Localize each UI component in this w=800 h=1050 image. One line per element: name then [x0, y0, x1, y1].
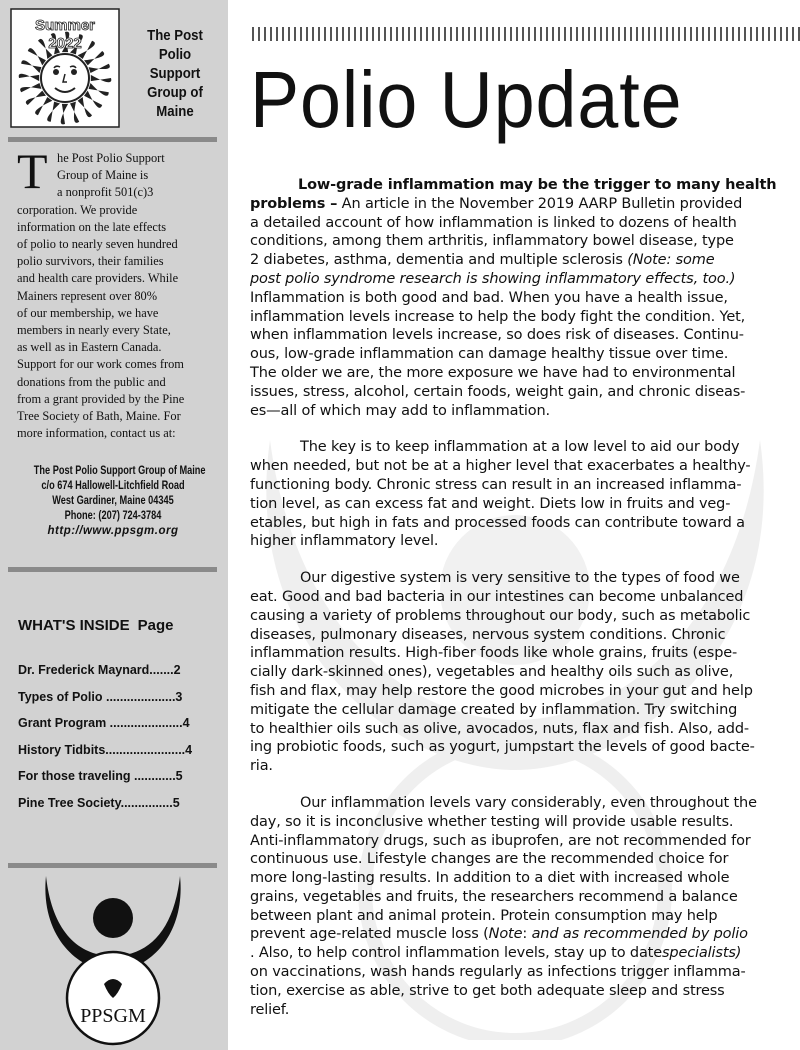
rule-tick	[462, 27, 464, 41]
rule-tick	[600, 27, 602, 41]
about-line: a nonprofit 501(c)3	[57, 185, 154, 200]
rule-tick	[534, 27, 536, 41]
rule-tick	[666, 27, 668, 41]
article-line	[250, 326, 798, 345]
text-run: inflammation levels increase to help the body fight the condition. Yet,	[250, 308, 746, 325]
org-title-line: Group of	[147, 84, 203, 101]
text-run: relief.	[250, 1001, 290, 1018]
rule-tick	[378, 27, 380, 41]
rule-tick	[456, 27, 458, 41]
toc-item[interactable]: Types of Polio ....................3	[18, 689, 183, 704]
text-run: a detailed account of how inflammation is linked to dozens of health	[250, 214, 737, 231]
rule-tick	[594, 27, 596, 41]
article-line	[250, 869, 798, 888]
address-line: c/o 674 Hallowell-Litchfield Road	[41, 480, 185, 492]
rule-tick	[474, 27, 476, 41]
article-line	[250, 345, 798, 364]
article-line: cially dark-skinned ones), vegetables and healthy oils such as olive,	[250, 664, 734, 681]
rule-tick	[438, 27, 440, 41]
page-column-label: Page	[137, 617, 174, 634]
contact-address	[14, 464, 212, 539]
rule-tick	[750, 27, 752, 41]
article-line	[250, 214, 798, 233]
article-line	[250, 850, 798, 869]
text-run: day, so it is inconclusive whether testing will provide usable results.	[250, 813, 734, 830]
rule-tick	[576, 27, 578, 41]
rule-tick	[408, 27, 410, 41]
about-line: and health care providers. While	[17, 271, 179, 286]
rule-tick	[318, 27, 320, 41]
text-run: (Note: some	[627, 252, 715, 269]
rule-tick	[288, 27, 290, 41]
article-line: Our digestive system is very sensitive to the types of food we	[300, 570, 740, 587]
rule-tick	[504, 27, 506, 41]
rule-tick	[522, 27, 524, 41]
logo-season: Summer	[34, 17, 96, 34]
rule-tick	[630, 27, 632, 41]
rule-tick	[684, 27, 686, 41]
article-line: fish and flax, may help restore the good microbes in your gut and help	[250, 682, 753, 699]
about-line: of our membership, we have	[17, 305, 159, 320]
org-title-line: Maine	[156, 103, 194, 120]
rule-tick	[624, 27, 626, 41]
rule-tick	[762, 27, 764, 41]
text-run: between plant and animal protein. Protein consumption may help	[250, 907, 718, 924]
article-line	[250, 794, 798, 813]
rule-tick	[450, 27, 452, 41]
rule-tick	[678, 27, 680, 41]
article-line: when needed, but not be at a higher level that exacerbates a healthy-	[250, 458, 751, 475]
about-text	[17, 143, 217, 442]
article-line	[250, 402, 798, 421]
about-line: polio survivors, their families	[17, 254, 164, 269]
text-run: problems –	[250, 195, 338, 212]
table-of-contents	[18, 663, 208, 822]
article-paragraph	[250, 794, 798, 1020]
summer-sun-logo	[10, 8, 120, 128]
article-line	[250, 963, 798, 982]
about-line: more information, contact us at:	[17, 426, 176, 441]
rule-tick	[492, 27, 494, 41]
rule-tick	[384, 27, 386, 41]
article-line	[250, 888, 798, 907]
article-line	[250, 289, 798, 308]
article-line: eat. Good and bad bacteria in our intestines can become unbalanced	[250, 588, 744, 605]
rule-tick	[486, 27, 488, 41]
rule-tick	[366, 27, 368, 41]
rule-tick	[336, 27, 338, 41]
article-line: etables, but high in fats and processed foods can contribute toward a	[250, 514, 745, 531]
sidebar	[0, 0, 228, 1050]
rule-tick	[516, 27, 518, 41]
rule-tick	[648, 27, 650, 41]
ppsgm-logo	[38, 876, 188, 1046]
rule-tick	[324, 27, 326, 41]
rule-tick	[540, 27, 542, 41]
about-line: Mainers represent over 80%	[17, 288, 158, 303]
page-title: Polio Update	[250, 55, 683, 144]
text-run: ous, low-grade inflammation can damage healthy tissue over time.	[250, 346, 729, 363]
rule-tick	[312, 27, 314, 41]
text-run: 2 diabetes, asthma, dementia and multiple sclerosis	[250, 252, 628, 269]
rule-tick	[714, 27, 716, 41]
article-line	[250, 925, 798, 944]
article	[250, 176, 798, 1019]
rule-tick	[306, 27, 308, 41]
about-line: from a grant provided by the Pine	[17, 391, 185, 406]
about-line: information on the late effects	[17, 219, 167, 234]
rule-tick	[282, 27, 284, 41]
rule-tick	[744, 27, 746, 41]
rule-tick	[732, 27, 734, 41]
rule-tick	[390, 27, 392, 41]
rule-tick	[708, 27, 710, 41]
rule-tick	[342, 27, 344, 41]
article-lead: Low-grade inflammation may be the trigger to many health	[298, 177, 777, 193]
logo-year: 2022	[48, 35, 82, 52]
text-run: Inflammation is both good and bad. When you have a health issue,	[250, 289, 728, 306]
text-run: The older we are, the more exposure we have had to environmental	[250, 364, 736, 381]
rule-tick	[696, 27, 698, 41]
text-run: on vaccinations, wash hands regularly as infections trigger inflamma-	[250, 964, 746, 981]
rule-tick	[726, 27, 728, 41]
rule-tick	[426, 27, 428, 41]
text-run: . Also, to help control inflammation levels, stay up to date	[250, 945, 662, 962]
article-line: The key is to keep inflammation at a low level to aid our body	[300, 439, 740, 456]
rule-tick	[792, 27, 794, 41]
text-run: conditions, among them arthritis, inflammatory bowel disease, type	[250, 233, 734, 250]
rule-tick	[774, 27, 776, 41]
text-run: Our inflammation levels vary considerably, even throughout the	[300, 794, 757, 811]
divider	[8, 567, 217, 572]
rule-tick	[552, 27, 554, 41]
about-line: of polio to nearly seven hundred	[17, 237, 178, 252]
rule-tick	[420, 27, 422, 41]
text-run: es—all of which may add to inflammation.	[250, 402, 550, 419]
title-tick-rule	[252, 27, 800, 41]
rule-tick	[480, 27, 482, 41]
org-title	[135, 26, 214, 121]
rule-tick	[468, 27, 470, 41]
rule-tick	[612, 27, 614, 41]
rule-tick	[756, 27, 758, 41]
rule-tick	[546, 27, 548, 41]
rule-tick	[642, 27, 644, 41]
article-line: higher inflammatory level.	[250, 533, 439, 550]
rule-tick	[354, 27, 356, 41]
rule-tick	[432, 27, 434, 41]
rule-tick	[618, 27, 620, 41]
rule-tick	[570, 27, 572, 41]
text-run: tion, exercise as able, strive to get both adequate sleep and stress	[250, 982, 725, 999]
text-run: issues, stress, alcohol, certain foods, weight gain, and chronic diseas-	[250, 383, 746, 400]
rule-tick	[348, 27, 350, 41]
text-run: and as recommended by polio	[531, 926, 748, 943]
text-run: when inflammation levels increase, so does risk of diseases. Continu-	[250, 327, 744, 344]
about-line: corporation. We provide	[17, 202, 138, 217]
article-line	[250, 907, 798, 926]
article-paragraph	[250, 176, 798, 420]
about-line: members in nearly every State,	[17, 323, 171, 338]
rule-tick	[396, 27, 398, 41]
toc-item[interactable]: Dr. Frederick Maynard.......2	[18, 663, 181, 677]
address-line: The Post Polio Support Group of Maine	[33, 465, 206, 477]
article-line	[250, 1001, 798, 1020]
article-line: tion level, as can excess fat and weight. Diets low in fruits and veg-	[250, 495, 731, 512]
ppsgm-logo-text: PPSGM	[80, 1005, 146, 1027]
rule-tick	[654, 27, 656, 41]
article-line	[250, 364, 798, 383]
rule-tick	[294, 27, 296, 41]
rule-tick	[582, 27, 584, 41]
rule-tick	[672, 27, 674, 41]
whats-inside-label: WHAT'S INSIDE	[18, 617, 130, 634]
about-line: as well as in Eastern Canada.	[17, 340, 162, 355]
article-line	[250, 383, 798, 402]
rule-tick	[702, 27, 704, 41]
article-line	[250, 195, 798, 214]
article-line: ria.	[250, 758, 273, 775]
divider	[8, 137, 217, 142]
drop-cap: T	[17, 143, 48, 199]
about-line: Support for our work comes from	[17, 357, 184, 372]
rule-tick	[510, 27, 512, 41]
article-line	[250, 308, 798, 327]
text-run: prevent age-related muscle loss (	[250, 926, 489, 943]
article-paragraph	[250, 438, 798, 551]
article-line	[250, 944, 798, 963]
toc-item[interactable]: History Tidbits.......................4	[18, 742, 193, 757]
rule-tick	[402, 27, 404, 41]
about-line: Group of Maine is	[57, 168, 149, 183]
article-line	[250, 982, 798, 1001]
text-run: Note	[488, 926, 523, 943]
text-run: Anti-inflammatory drugs, such as ibuprofen, are not recommended for	[250, 832, 751, 849]
text-run: more long-lasting results. In addition to a diet with increased whole	[250, 870, 730, 887]
article-paragraph	[250, 569, 798, 776]
article-line: mitigate the cellular damage created by inflammation. Try switching	[250, 701, 738, 718]
rule-tick	[270, 27, 272, 41]
text-run: :	[522, 926, 532, 943]
rule-tick	[498, 27, 500, 41]
rule-tick	[738, 27, 740, 41]
rule-tick	[564, 27, 566, 41]
text-run: specialists)	[662, 945, 742, 962]
article-line	[250, 813, 798, 832]
rule-tick	[720, 27, 722, 41]
about-line: Tree Society of Bath, Maine. For	[17, 409, 181, 424]
rule-tick	[588, 27, 590, 41]
org-title-line: Polio	[158, 46, 192, 63]
article-line: inflammation results. High-fiber foods like whole grains, fruits (espe-	[250, 645, 738, 662]
rule-tick	[780, 27, 782, 41]
text-run: An article in the November 2019 AARP Bulletin provided	[337, 195, 743, 212]
about-line: donations from the public and	[17, 374, 166, 389]
toc-item[interactable]: Pine Tree Society...............5	[18, 795, 180, 810]
rule-tick	[414, 27, 416, 41]
article-line	[250, 270, 798, 289]
rule-tick	[636, 27, 638, 41]
rule-tick	[360, 27, 362, 41]
rule-tick	[252, 27, 254, 41]
article-line	[250, 832, 798, 851]
whats-inside-heading	[18, 617, 173, 634]
rule-tick	[372, 27, 374, 41]
rule-tick	[786, 27, 788, 41]
article-line: functioning body. Chronic stress can result in an increased inflamma-	[250, 476, 742, 493]
rule-tick	[330, 27, 332, 41]
org-title-line: Support	[149, 65, 201, 82]
rule-tick	[528, 27, 530, 41]
article-line	[250, 251, 798, 270]
address-line: Phone: (207) 724-3784	[64, 510, 162, 522]
toc-item[interactable]: Grant Program .....................4	[18, 716, 190, 730]
website-link[interactable]: http://www.ppsgm.org	[47, 525, 179, 537]
rule-tick	[558, 27, 560, 41]
article-line: ing probiotic foods, such as yogurt, jumpstart the levels of good bacte-	[250, 739, 755, 756]
rule-tick	[300, 27, 302, 41]
rule-tick	[276, 27, 278, 41]
divider	[8, 863, 217, 868]
toc-item[interactable]: For those traveling ............5	[18, 769, 183, 783]
rule-tick	[258, 27, 260, 41]
text-run: post polio syndrome research is showing inflammatory effects, too.)	[250, 270, 736, 287]
rule-tick	[690, 27, 692, 41]
article-line: to healthier oils such as olive, avocados, nuts, flax and fish. Also, add-	[250, 720, 749, 737]
rule-tick	[264, 27, 266, 41]
org-title-line: The Post	[147, 27, 203, 44]
about-line: he Post Polio Support	[57, 151, 165, 165]
rule-tick	[768, 27, 770, 41]
text-run: continuous use. Lifestyle changes are the recommended choice for	[250, 851, 729, 868]
address-line: West Gardiner, Maine 04345	[52, 495, 174, 507]
article-line: causing a variety of problems throughout our body, such as metabolic	[250, 607, 751, 624]
article-line	[250, 232, 798, 251]
article-line: diseases, pulmonary diseases, nervous system conditions. Chronic	[250, 626, 726, 643]
rule-tick	[660, 27, 662, 41]
rule-tick	[606, 27, 608, 41]
text-run: grains, vegetables and fruits, the researchers recommend a balance	[250, 888, 738, 905]
rule-tick	[444, 27, 446, 41]
